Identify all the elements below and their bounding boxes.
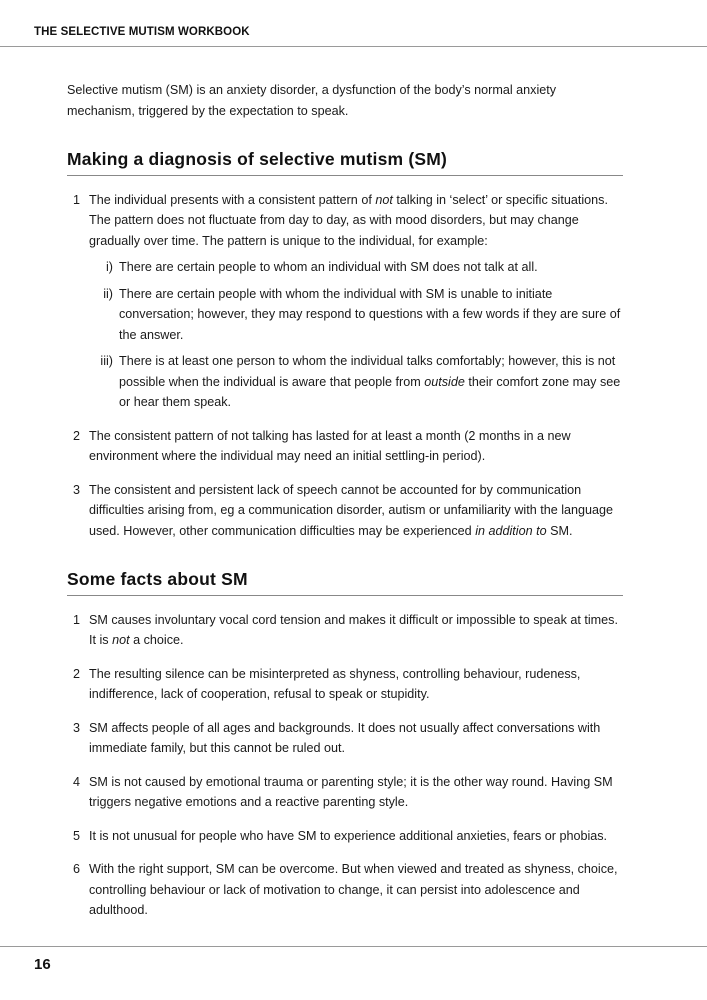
- item-text: [89, 859, 623, 921]
- item-text-part: SM affects people of all ages and backgrounds. It does not usually affect conversations with immediate family, but this cannot be ruled out.: [89, 720, 601, 755]
- section-title-facts: Some facts about SM: [67, 569, 623, 596]
- item-text: [89, 190, 623, 413]
- item-text-part: It is not unusual for people who have SM to experience additional anxieties, fears or phobias.: [89, 828, 608, 843]
- list-item: [67, 772, 623, 813]
- item-text-part: SM causes involuntary vocal cord tension and makes it difficult or impossible to speak at times. It is: [89, 612, 618, 647]
- list-item: [67, 190, 623, 413]
- item-text-part: The individual presents with a consistent pattern of: [89, 192, 376, 207]
- section-title-diagnosis: Making a diagnosis of selective mutism (SM): [67, 149, 623, 176]
- item-emphasis: not: [112, 633, 130, 647]
- item-text-part: There is at least one person to whom the individual talks comfortably; however, this is not possible when the individual is aware that people from: [119, 354, 616, 389]
- item-number: 1: [73, 612, 81, 627]
- list-item: [67, 826, 623, 847]
- item-emphasis: in addition to: [475, 523, 547, 538]
- list-item: [67, 718, 623, 759]
- item-text-part: SM.: [546, 523, 573, 538]
- item-text: [89, 610, 623, 651]
- page-content: [67, 80, 623, 921]
- item-number: 6: [73, 862, 81, 876]
- item-text-part: There are certain people with whom the individual with SM is unable to initiate conversation; however, they may respond to questions with a few words if they are sure of the answer.: [119, 286, 621, 342]
- list-item: [67, 426, 623, 467]
- list-item: [67, 610, 623, 651]
- item-emphasis: outside: [424, 374, 465, 389]
- diagnosis-list: [67, 190, 623, 542]
- page-number: 16: [34, 956, 51, 973]
- item-text: [89, 772, 623, 813]
- item-number: 5: [73, 828, 81, 843]
- sub-list-item: [89, 351, 623, 413]
- sub-item-number: i): [106, 260, 113, 274]
- item-number: 3: [73, 482, 81, 497]
- item-text-part: SM is not caused by emotional trauma or parenting style; it is the other way round. Having SM triggers negative emotions and a reactive parenting style.: [89, 774, 613, 809]
- sub-item-text: [119, 351, 623, 413]
- page-header: [0, 0, 707, 47]
- item-number: 3: [73, 720, 81, 735]
- item-emphasis: not: [375, 192, 393, 207]
- sub-list: [89, 257, 623, 413]
- item-text: [89, 426, 623, 467]
- item-number: 2: [73, 428, 81, 443]
- item-text: [89, 718, 623, 759]
- item-number: 1: [73, 192, 81, 207]
- section-diagnosis: [67, 149, 623, 541]
- page-footer-rule: [0, 946, 707, 947]
- sub-list-item: [89, 257, 623, 278]
- item-text: [89, 826, 623, 847]
- item-number: 2: [73, 666, 81, 681]
- list-item: [67, 664, 623, 705]
- item-text-part: a choice.: [129, 633, 184, 647]
- sub-item-text: [119, 257, 623, 278]
- sub-list-item: [89, 284, 623, 346]
- facts-list: [67, 610, 623, 921]
- sub-item-number: ii): [103, 286, 113, 301]
- item-text-part: The consistent pattern of not talking has lasted for at least a month (2 months in a new environment where the individual may need an initial settling-in period).: [89, 428, 571, 463]
- list-item: [67, 859, 623, 921]
- item-text: [89, 664, 623, 705]
- item-text-part: talking in ‘select’ or specific situations. The pattern does not fluctuate from day to day, as with mood disorders, but may change gradually over time. The pattern is unique to the individual, for example:: [89, 192, 608, 248]
- list-item: [67, 480, 623, 542]
- sub-item-text: [119, 284, 623, 346]
- section-facts: [67, 569, 623, 921]
- item-text-part: their comfort zone may see or hear them speak.: [119, 374, 621, 409]
- intro-paragraph: Selective mutism (SM) is an anxiety disorder, a dysfunction of the body’s normal anxiety mechanism, triggered by the expectation to speak.: [67, 83, 557, 118]
- running-head: THE SELECTIVE MUTISM WORKBOOK: [34, 26, 250, 38]
- item-number: 4: [73, 774, 81, 789]
- item-text-part: The resulting silence can be misinterpreted as shyness, controlling behaviour, rudeness, indifference, lack of cooperation, refusal to speak or stupidity.: [89, 666, 581, 701]
- item-text: [89, 480, 623, 542]
- item-text-part: The consistent and persistent lack of speech cannot be accounted for by communication difficulties arising from, eg a communication disorder, autism or unfamiliarity with the language used. However, other communication difficulties may be experienced: [89, 482, 614, 538]
- sub-item-number: iii): [100, 354, 113, 368]
- item-text-part: With the right support, SM can be overcome. But when viewed and treated as shyness, choice, controlling behaviour or lack of motivation to change, it can persist into adolescence and adulthood.: [89, 862, 618, 917]
- item-text-part: There are certain people to whom an individual with SM does not talk at all.: [119, 260, 538, 274]
